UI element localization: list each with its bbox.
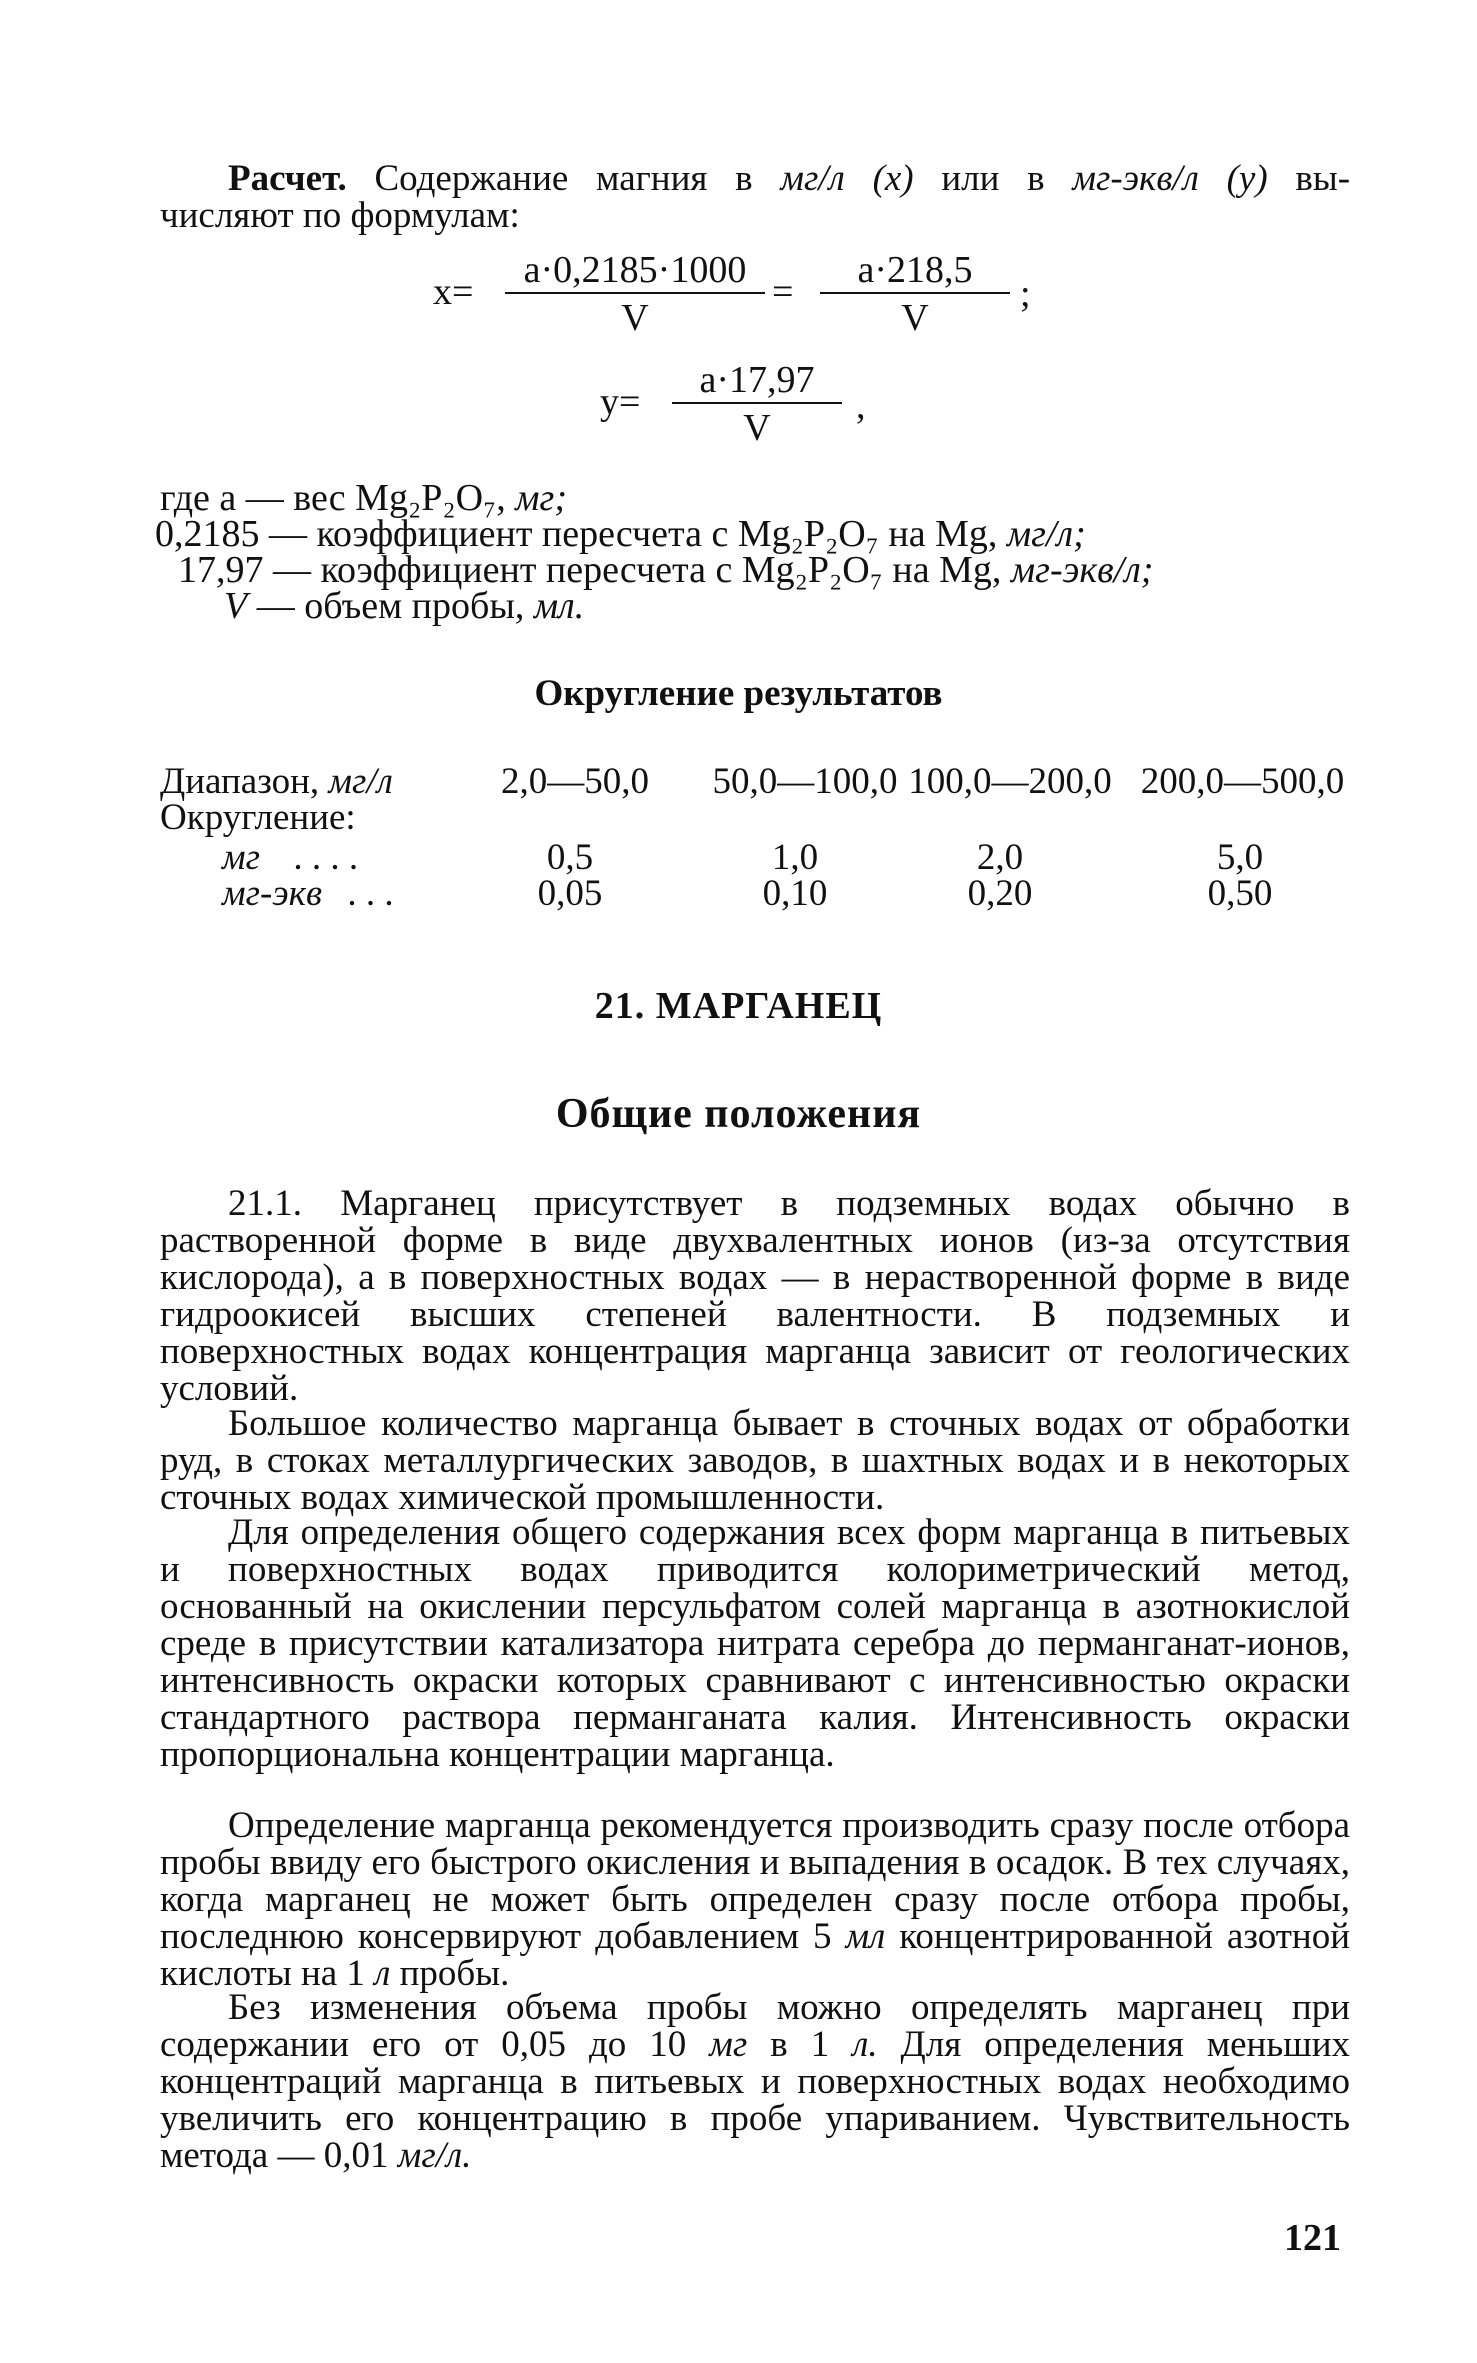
p4-text-c: пробы. <box>399 1953 510 1994</box>
unit-mgl: мг/л <box>780 158 845 199</box>
legend-unit: мг-экв/л; <box>1010 549 1154 591</box>
legend-desc: — вес Mg₂P₂O₇, <box>236 477 506 519</box>
var-y: (y) <box>1226 158 1268 199</box>
p5-unit-mgl: мг/л. <box>397 2135 472 2176</box>
paragraph-1: 21.1. Марганец присутствует в подземных водах обычно в растворенной форме в виде двухвалентных ионов (из-за отсутствия кислорода), а в поверхностных водах — в нерастворенной форме в виде гидроокисей высших степеней валентности. В подземных и поверхностных водах концентрация марганца зависит от геологических условий. <box>160 1183 1350 1409</box>
p5-unit-l: л. <box>852 2024 878 2065</box>
p4-text-b: концентрированной азотной кислоты на 1 <box>160 1916 1351 1994</box>
row-dots: . . . <box>347 873 394 914</box>
formula-x-fraction-1 <box>505 248 765 340</box>
calc-or: или в <box>941 158 1045 199</box>
section-subtitle: Общие положения <box>555 1091 922 1137</box>
legend-desc: — объем пробы, <box>247 585 525 627</box>
row-label-cell <box>222 872 394 915</box>
formula-x-den1: V <box>505 292 765 340</box>
value-cell: 0,50 <box>1207 873 1273 914</box>
formula-x-den2: V <box>820 292 1010 340</box>
calc-label: Расчет. <box>228 158 347 199</box>
paragraph-3: Для определения общего содержания всех форм марганца в питьевых и поверхностных водах приводится колориметрический метод, основанный на окислении персульфатом солей марганца в азотнокислой среде в присутствии катализатора нитрата серебра до перманганат-ионов, интенсивность окраски которых сравнивают с интенсивностью окраски стандартного раствора перманганата калия. Интенсивность окраски пропорциональна концентрации марганца. <box>160 1512 1350 1775</box>
legend-sym: 17,97 <box>178 549 264 591</box>
value-cell: 0,05 <box>537 873 603 914</box>
range-cell: 100,0—200,0 <box>908 761 1112 802</box>
range-cell: 200,0—500,0 <box>1140 761 1345 802</box>
p4-unit-ml: мл <box>845 1916 886 1957</box>
paragraph-2: Большое количество марганца бывает в сточных водах от обработки руд, в стоках металлургических заводов, в шахтных водах и в некоторых сточных водах химической промышленности. <box>160 1403 1350 1518</box>
formula-y-fraction <box>672 358 842 450</box>
row-label: мг-экв <box>222 873 323 914</box>
legend-row-4 <box>224 584 584 628</box>
calc-text: Содержание магния в <box>374 158 753 199</box>
p5-text-c: Для определения меньших концентраций марганца в питьевых и поверхностных водах необходимо увеличить его концентрацию в пробе упариванием. Чувствительность метода — 0,01 <box>160 2024 1350 2176</box>
formula-y-num: a·17,97 <box>699 359 815 401</box>
rounding-title: Округление результатов <box>534 673 943 714</box>
p5-unit-mg: мг <box>709 2024 748 2065</box>
value-cell: 0,20 <box>967 873 1033 914</box>
formula-x-num1: a·0,2185·1000 <box>523 249 747 291</box>
row-dots: . . . . <box>293 837 359 878</box>
legend-desc: — коэффициент пересчета с Mg₂P₂O₇ на Mg, <box>259 513 998 555</box>
range-cell: 50,0—100,0 <box>712 761 898 802</box>
section-title: 21. МАРГАНЕЦ <box>594 985 883 1027</box>
formula-x-lhs: x= <box>433 271 474 313</box>
p4-text-a: Определение марганца рекомендуется производить сразу после отбора пробы ввиду его быстрого окисления и выпадения в осадок. В тех случаях, когда марганец не может быть определен сразу после отбора пробы, последнюю консервируют добавлением 5 <box>160 1805 1350 1957</box>
formula-x-tail: ; <box>1020 273 1031 315</box>
formula-y-tail: , <box>856 385 866 427</box>
value-cell: 5,0 <box>1216 837 1264 878</box>
value-cell: 2,0 <box>976 837 1024 878</box>
formula-x-num2: a·218,5 <box>857 249 973 291</box>
row-label: мг <box>222 837 261 878</box>
legend-sym: где a <box>160 477 237 519</box>
p5-text-a: Без изменения объема пробы можно определять марганец при содержании его от 0,05 до 10 <box>160 1987 1350 2065</box>
round-label: Округление: <box>160 797 356 838</box>
unit-mgeq: мг-экв/л <box>1072 158 1199 199</box>
legend-unit: мг; <box>515 477 568 519</box>
legend-desc: — коэффициент пересчета с Mg₂P₂O₇ на Mg, <box>263 549 1002 591</box>
paragraph-4 <box>160 1807 1350 1992</box>
value-cell: 0,10 <box>762 873 828 914</box>
value-cell: 1,0 <box>771 837 819 878</box>
var-x: (x) <box>872 158 914 199</box>
formula-y-den: V <box>672 402 842 450</box>
legend-sym: V <box>224 585 248 627</box>
range-unit: мг/л <box>328 761 393 802</box>
page-number: 121 <box>1284 2217 1341 2259</box>
paragraph-5 <box>160 1989 1350 2174</box>
calc-intro-line1 <box>160 160 1350 197</box>
formula-y-lhs: y= <box>600 381 641 423</box>
formula-x-eq: = <box>772 271 794 313</box>
p5-text-b: в 1 <box>770 2024 830 2065</box>
value-cell: 0,5 <box>546 837 594 878</box>
range-cell: 2,0—50,0 <box>501 761 649 802</box>
legend-sym: 0,2185 <box>155 513 260 555</box>
legend-unit: мг/л; <box>1006 513 1086 555</box>
legend-unit: мл. <box>533 585 585 627</box>
formula-x-fraction-2 <box>820 248 1010 340</box>
range-label: Диапазон, <box>160 761 320 802</box>
p4-unit-l: л <box>374 1953 391 1994</box>
calc-hyphen: вы- <box>1295 158 1351 199</box>
calc-intro-line2: числяют по формулам: <box>160 195 520 236</box>
